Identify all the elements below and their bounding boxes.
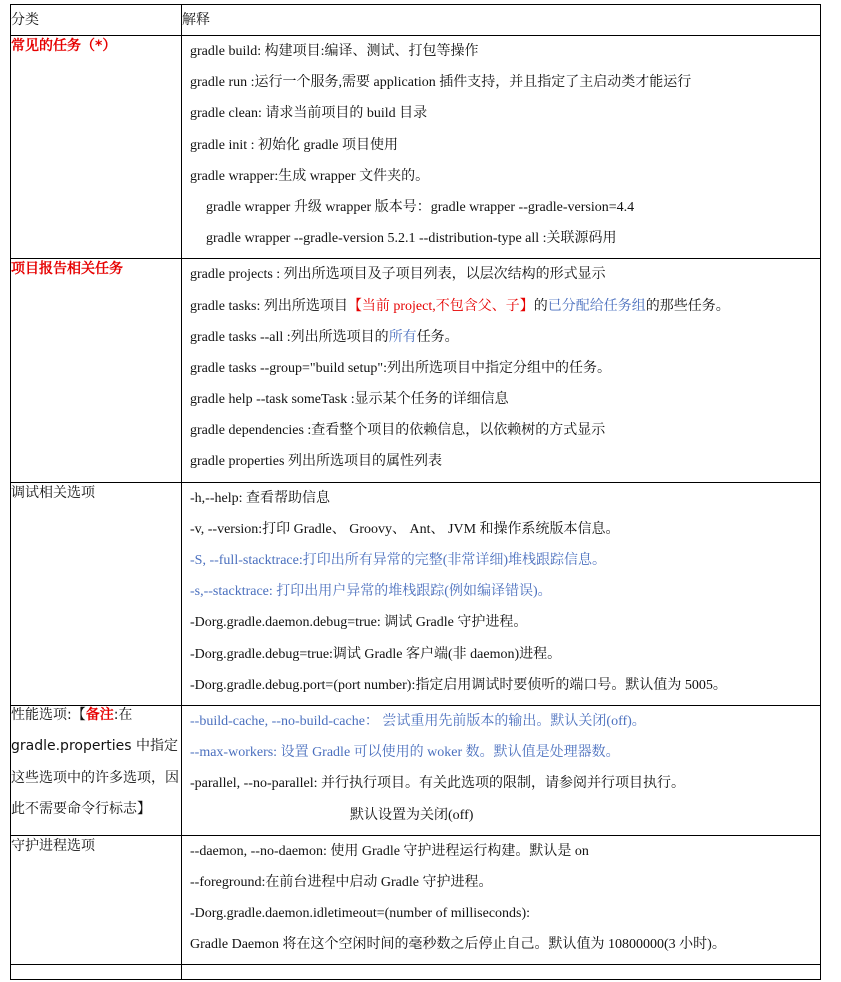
list-item: gradle wrapper 升级 wrapper 版本号：gradle wrapper --gradle-version=4.4 — [206, 199, 635, 215]
list-item: gradle help --task someTask :显示某个任务的详细信息 — [190, 392, 509, 408]
list-item: -h,--help: 查看帮助信息 — [190, 490, 330, 506]
text-segment: 任务。 — [416, 329, 459, 345]
header-category: 分类 — [11, 5, 182, 36]
category-cell — [11, 835, 182, 965]
category-cell — [11, 965, 182, 980]
list-item: -s,--stacktrace: 打印出用户异常的堆栈跟踪(例如编译错误)。 — [190, 584, 552, 600]
table-row-daemon-options — [11, 835, 821, 965]
list-item: -S, --full-stacktrace:打印出所有异常的完整(非常详细)堆栈跟踪信息。 — [190, 553, 607, 568]
list-item: Gradle Daemon 将在这个空闲时间的毫秒数之后停止自己。默认值为 10800000(3 小时)。 — [190, 937, 726, 953]
category-cell — [11, 482, 182, 705]
table-header-row — [11, 5, 821, 36]
table-row-common-tasks — [11, 36, 821, 259]
category-cell — [11, 259, 182, 482]
text-segment: gradle tasks: 列出所选项目 — [190, 298, 348, 314]
highlight-blue: 所有 — [388, 329, 417, 345]
explanation-cell — [182, 965, 821, 980]
list-item: -v, --version:打印 Gradle、 Groovy、 Ant、 JVM 和操作系统版本信息。 — [190, 521, 620, 537]
table-row-report-tasks — [11, 259, 821, 482]
table-row-debug-options — [11, 482, 821, 705]
explanation-cell — [182, 705, 821, 835]
header-explanation: 解释 — [182, 5, 821, 36]
table-row-continued — [11, 965, 821, 980]
highlight-blue: 已分配给任务组 — [547, 298, 646, 314]
category-label-performance-options — [11, 700, 181, 826]
list-item: gradle projects : 列出所选项目及子项目列表，以层次结构的形式显示 — [190, 267, 606, 283]
highlight-red: 【当前 project,不包含父、子】 — [347, 298, 534, 314]
explanation-cell — [182, 36, 821, 259]
gradle-commands-table — [10, 4, 821, 980]
explanation-cell — [182, 259, 821, 482]
list-item: -parallel, --no-parallel: 并行执行项目。有关此选项的限制，请参阅并行项目执行。 — [190, 776, 685, 792]
list-item: gradle wrapper:生成 wrapper 文件夹的。 — [190, 168, 430, 184]
category-label-daemon-options: 守护进程选项 — [11, 837, 95, 854]
text-segment: 的那些任务。 — [645, 298, 730, 314]
list-item: -Dorg.gradle.debug.port=(port number):指定启用调试时要侦听的端口号。默认值为 5005。 — [190, 677, 727, 693]
list-item: gradle tasks --group="build setup":列出所选项目中指定分组中的任务。 — [190, 360, 612, 376]
text-segment: :在gradle.properties 中指定这些选项中的许多选项，因此不需要命令行标志】 — [11, 706, 179, 818]
table-row-performance-options — [11, 705, 821, 835]
explanation-cell — [182, 482, 821, 705]
list-item: --daemon, --no-daemon: 使用 Gradle 守护进程运行构建。默认是 on — [190, 843, 589, 859]
list-item: gradle init : 初始化 gradle 项目使用 — [190, 137, 399, 153]
category-label-debug-options: 调试相关选项 — [11, 484, 95, 501]
list-item: -Dorg.gradle.daemon.debug=true: 调试 Gradle 守护进程。 — [190, 615, 528, 631]
list-item: gradle clean: 请求当前项目的 build 目录 — [190, 106, 428, 122]
list-item — [190, 291, 816, 322]
list-item: --build-cache, --no-build-cache： 尝试重用先前版本的输出。默认关闭(off)。 — [190, 713, 646, 729]
list-item: --foreground:在前台进程中启动 Gradle 守护进程。 — [190, 874, 493, 890]
note-label: 备注 — [85, 706, 114, 723]
category-cell — [11, 705, 182, 835]
list-item: gradle dependencies :查看整个项目的依赖信息，以依赖树的方式显示 — [190, 423, 606, 439]
category-label-report-tasks: 项目报告相关任务 — [11, 261, 123, 278]
list-item: gradle run :运行一个服务,需要 application 插件支持，并且指定了主启动类才能运行 — [190, 75, 692, 91]
text-segment: 性能选项:【 — [11, 706, 86, 723]
category-cell — [11, 36, 182, 259]
explanation-cell — [182, 835, 821, 965]
list-item: gradle properties 列出所选项目的属性列表 — [190, 454, 442, 470]
list-item: -Dorg.gradle.debug=true:调试 Gradle 客户端(非 daemon)进程。 — [190, 646, 562, 662]
list-item: 默认设置为关闭(off) — [350, 807, 474, 823]
list-item: --max-workers: 设置 Gradle 可以使用的 woker 数。默认值是处理器数。 — [190, 745, 620, 761]
list-item: gradle build: 构建项目:编译、测试、打包等操作 — [190, 44, 479, 59]
text-segment: gradle tasks --all :列出所选项目的 — [190, 329, 389, 345]
list-item — [190, 322, 816, 353]
list-item: gradle wrapper --gradle-version 5.2.1 --distribution-type all :关联源码用 — [206, 231, 617, 247]
text-segment: 的 — [533, 298, 548, 314]
list-item: -Dorg.gradle.daemon.idletimeout=(number of milliseconds): — [190, 906, 531, 922]
category-label-common-tasks: 常见的任务（*） — [11, 38, 117, 54]
